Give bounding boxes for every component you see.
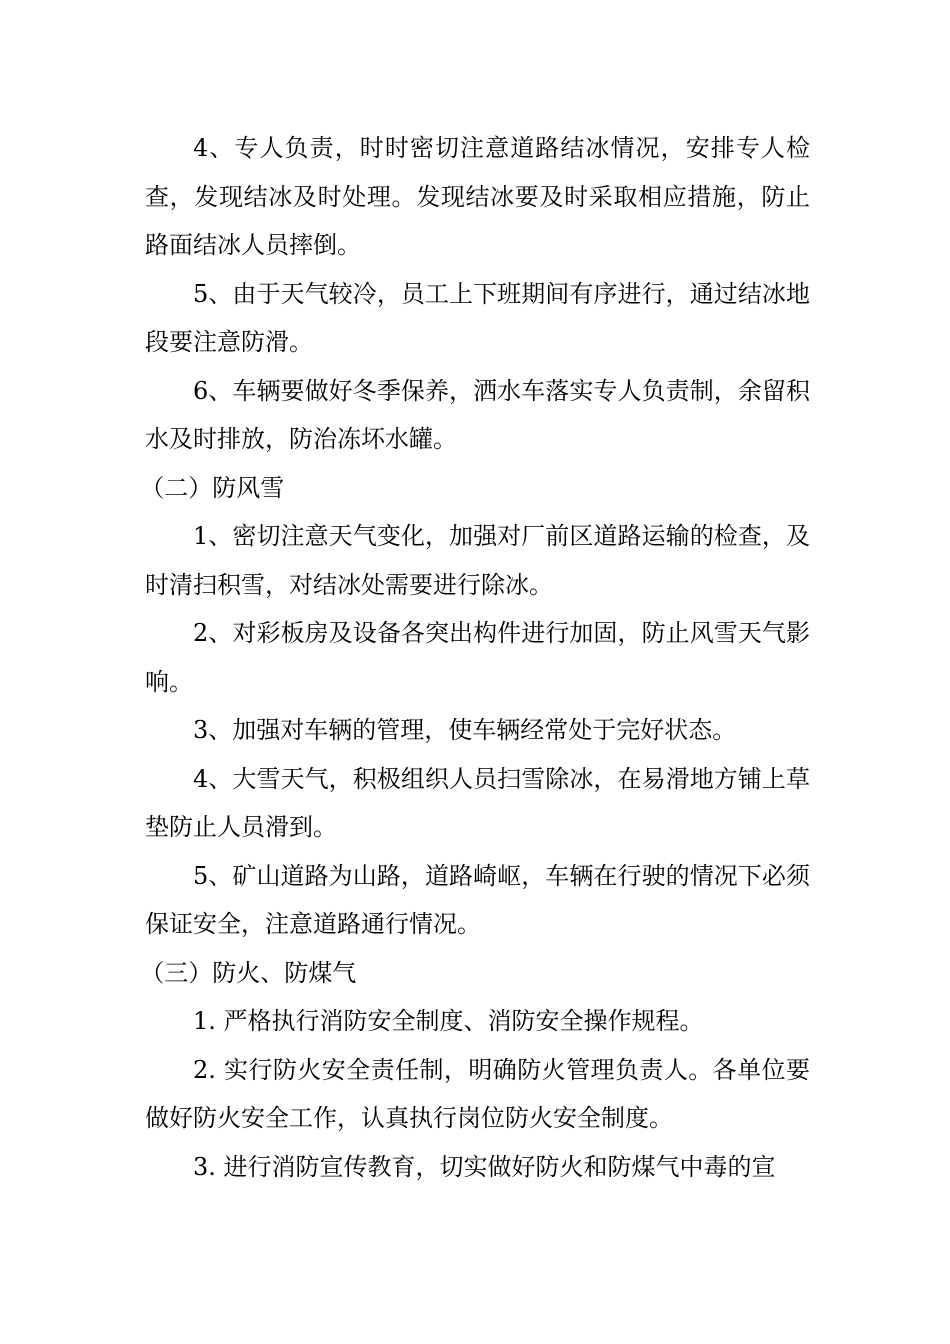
paragraph-5-commute: 5、由于天气较冷，员工上下班期间有序进行，通过结冰地段要注意防滑。 [145,279,810,356]
paragraph-2-reinforcement: 2、对彩板房及设备各突出构件进行加固，防止风雪天气影响。 [145,619,810,696]
paragraph-4-snow-removal: 4、大雪天气，积极组织人员扫雪除冰，在易滑地方铺上草垫防止人员滑到。 [145,764,810,841]
paragraph-4-road-ice: 4、专人负责，时时密切注意道路结冰情况，安排专人检查，发现结冰及时处理。发现结冰要及时采取相应措施，防止路面结冰人员摔倒。 [145,134,810,259]
section-heading-wind-snow: （二）防风雪 [140,473,285,502]
paragraph-3-vehicle-management: 3、加强对车辆的管理，使车辆经常处于完好状态。 [193,716,737,744]
paragraph-3-fire-education: 3. 进行消防宣传教育，切实做好防火和防煤气中毒的宣 [193,1152,776,1181]
paragraph-5-mountain-road: 5、矿山道路为山路，道路崎岖，车辆在行驶的情况下必须保证安全，注意道路通行情况。 [145,861,810,938]
paragraph-1-weather-watch: 1、密切注意天气变化，加强对厂前区道路运输的检查，及时清扫积雪，对结冰处需要进行除冰。 [145,522,810,599]
paragraph-6-vehicle-maintenance: 6、车辆要做好冬季保养，洒水车落实专人负责制，余留积水及时排放，防治冻坏水罐。 [145,376,810,453]
paragraph-1-fire-rules: 1. 严格执行消防安全制度、消防安全操作规程。 [193,1007,704,1035]
section-heading-fire-gas: （三）防火、防煤气 [140,958,357,987]
document-body [140,124,810,1191]
paragraph-2-fire-responsibility: 2. 实行防火安全责任制，明确防火管理负责人。各单位要做好防火安全工作，认真执行岗位防火安全制度。 [145,1055,810,1132]
